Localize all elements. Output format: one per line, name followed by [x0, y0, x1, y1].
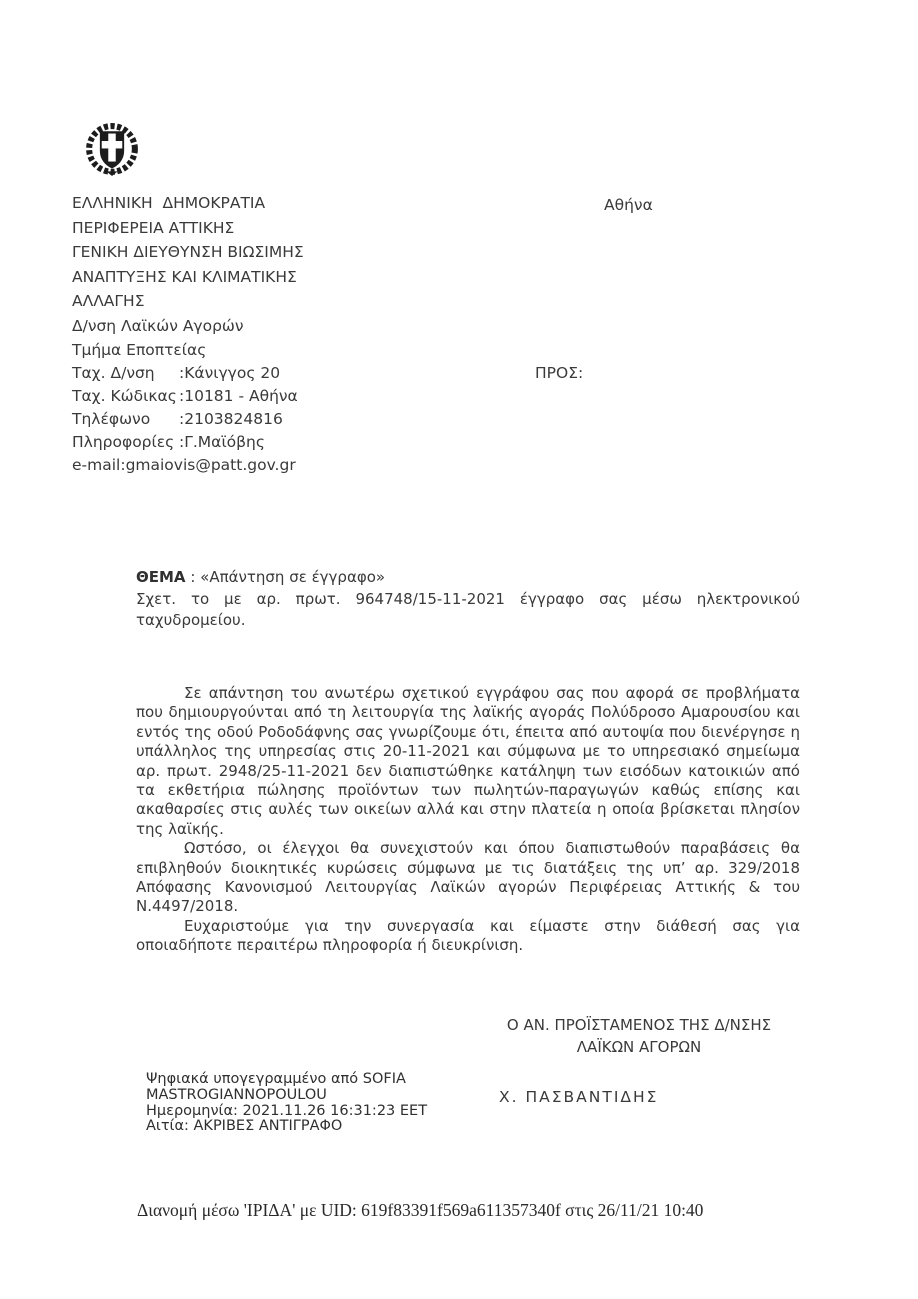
letterhead-line: ΑΛΛΑΓΗΣ	[72, 292, 145, 310]
coat-of-arms-icon	[84, 118, 140, 178]
contact-row-email	[72, 454, 298, 477]
letter-body	[136, 684, 800, 956]
contact-value: :2103824816	[179, 410, 283, 428]
letterhead-department-line: Τμήμα Εποπτείας	[72, 341, 207, 359]
subject-title: : «Απάντηση σε έγγραφο»	[185, 568, 386, 586]
signatory-title-block	[494, 1014, 784, 1058]
contact-label: Ταχ. Κώδικας	[72, 387, 177, 405]
digital-signature-block	[146, 1072, 427, 1135]
digital-signature-line: Αιτία: ΑΚΡΙΒΕΣ ΑΝΤΙΓΡΑΦΟ	[146, 1118, 343, 1135]
city-date-line: Αθήνα	[604, 196, 653, 214]
letterhead-line: ΠΕΡΙΦΕΡΕΙΑ ΑΤΤΙΚΗΣ	[72, 218, 235, 237]
signatory-title-line2: ΛΑΪΚΩΝ ΑΓΟΡΩΝ	[576, 1038, 702, 1056]
contact-label: Πληροφορίες	[72, 433, 175, 451]
subject-reference: Σχετ. το με αρ. πρωτ. 964748/15-11-2021 έγγραφο σας μέσω ηλεκτρονικού ταχυδρομείου.	[136, 589, 800, 629]
letterhead-org-block	[72, 191, 304, 363]
body-paragraph: Ωστόσο, οι έλεγχοι θα συνεχιστούν και όπου διαπιστωθούν παραβάσεις θα επιβληθούν διοικητικές κυρώσεις σύμφωνα με τις διατάξεις της υπ’ αρ. 329/2018 Απόφασης Κανονισμού Λειτουργίας Λαϊκών αγορών Περιφέρειας Αττικής & του Ν.4497/2018.	[136, 839, 800, 916]
contact-label: e-mail	[72, 456, 121, 474]
contact-row	[72, 362, 298, 385]
contact-value: :Γ.Μαϊόβης	[179, 433, 265, 451]
letterhead-line: ΓΕΝΙΚΗ ΔΙΕΥΘΥΝΣΗ ΒΙΩΣΙΜΗΣ	[72, 243, 304, 261]
body-paragraph: Ευχαριστούμε για την συνεργασία και είμαστε στην διάθεσή σας για οποιαδήποτε περαιτέρω πληροφορία ή διευκρίνιση.	[136, 916, 800, 955]
contact-label: Ταχ. Δ/νση	[72, 364, 155, 382]
contact-block	[72, 362, 298, 477]
letterhead-line: ΕΛΛΗΝΙΚΗ ΔΗΜΟΚΡΑΤΙΑ	[72, 194, 266, 212]
contact-value: :Κάνιγγος 20	[179, 364, 281, 382]
contact-value: :gmaiovis@patt.gov.gr	[120, 456, 296, 474]
digital-signature-line: Ημερομηνία: 2021.11.26 16:31:23 EET	[146, 1102, 428, 1119]
letterhead-line: ΑΝΑΠΤΥΞΗΣ ΚΑΙ ΚΛΙΜΑΤΙΚΗΣ	[72, 267, 297, 286]
digital-signature-line: Ψηφιακά υπογεγραμμένο από SOFIA	[146, 1071, 406, 1087]
contact-row	[72, 385, 298, 408]
subject-block	[136, 567, 800, 632]
body-paragraph: Σε απάντηση του ανωτέρω σχετικού εγγράφου σας που αφορά σε προβλήματα που δημιουργούνται από τη λειτουργία της λαϊκής αγοράς Πολύδροσο Αμαρουσίου και εντός της οδού Ροδοδάφνης σας γνωρίζουμε ότι, έπειτα από αυτοψία που διενέργησε η υπάλληλος της υπηρεσίας στις 20-11-2021 και σύμφωνα με το υπηρεσιακό σημείωμα αρ. πρωτ. 2948/25-11-2021 δεν διαπιστώθηκε κατάληψη των εισόδων κατοικιών από τα εκθετήρια πώλησης προϊόντων των πωλητών-παραγωγών καθώς επίσης και ακαθαρσίες στις αυλές των οικείων αλλά και στην πλατεία η οποία βρίσκεται πλησίον της λαϊκής.	[136, 684, 800, 838]
contact-label: Τηλέφωνο	[72, 410, 151, 428]
signatory-title-line1: Ο ΑΝ. ΠΡΟΪΣΤΑΜΕΝΟΣ ΤΗΣ Δ/ΝΣΗΣ	[506, 1016, 772, 1034]
contact-row	[72, 431, 298, 454]
letterhead-directorate-line: Δ/νση Λαϊκών Αγορών	[72, 316, 244, 335]
distribution-footer: Διανομή μέσω 'ΙΡΙΔΑ' με UID: 619f83391f569a611357340f στις 26/11/21 10:40	[137, 1200, 704, 1220]
subject-label: ΘΕΜΑ	[136, 568, 186, 586]
subject-line	[136, 567, 800, 589]
recipient-label: ΠΡΟΣ:	[535, 364, 584, 382]
contact-row	[72, 408, 298, 431]
digital-signature-line: MASTROGIANNOPOULOU	[146, 1086, 327, 1103]
contact-value: :10181 - Αθήνα	[179, 387, 298, 405]
signatory-name: Χ. ΠΑΣΒΑΝΤΙΔΗΣ	[499, 1088, 659, 1106]
